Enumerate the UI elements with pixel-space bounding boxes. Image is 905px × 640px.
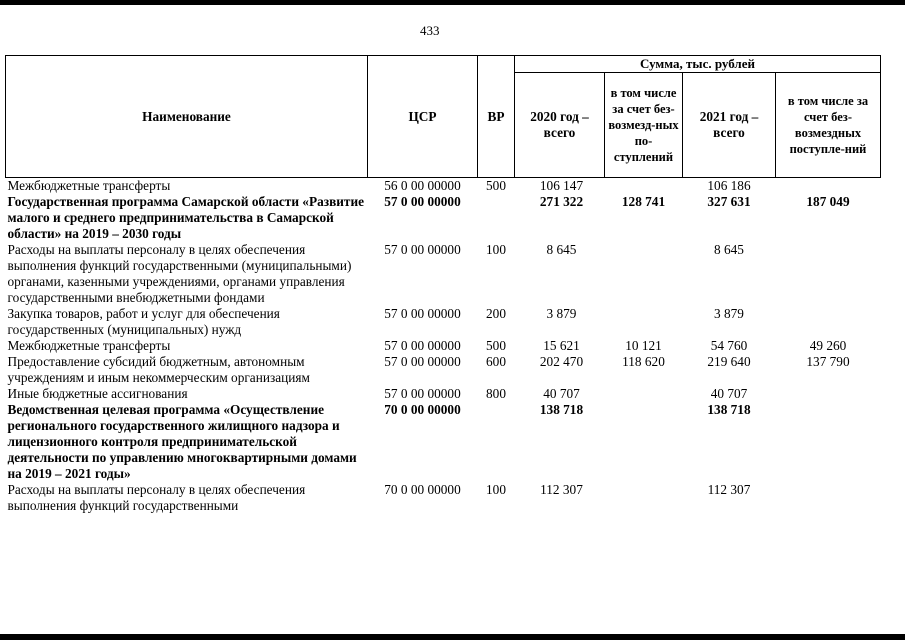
table-row	[6, 482, 881, 514]
row-name: Государственная программа Самарской области «Развитие малого и среднего предпринимательства в Самарской области» на 2019 – 2030 годы	[7, 194, 365, 241]
row-2020-grants	[605, 178, 683, 195]
row-2020-total: 15 621	[543, 338, 580, 353]
page-bottom-border	[0, 634, 905, 640]
page-number: 433	[420, 23, 440, 38]
row-2021-grants	[776, 178, 881, 195]
row-name: Закупка товаров, работ и услуг для обеспечения государственных (муниципальных) нужд	[7, 306, 280, 337]
page-top-border	[0, 0, 905, 5]
header-name: Наименование	[6, 56, 368, 178]
header-vr: ВР	[478, 56, 515, 178]
row-name: Межбюджетные трансферты	[7, 338, 171, 353]
row-2020-grants	[605, 242, 683, 306]
table-row	[6, 242, 881, 306]
row-2021-total: 40 707	[710, 386, 748, 401]
row-2020-grants	[605, 482, 683, 514]
row-csr: 57 0 00 00000	[384, 338, 461, 353]
table-row	[6, 306, 881, 338]
row-2020-grants	[605, 402, 683, 482]
row-2021-total: 219 640	[707, 354, 751, 369]
row-2020-total: 106 147	[539, 178, 584, 193]
row-2021-grants	[776, 386, 881, 402]
row-2021-total: 3 879	[714, 306, 744, 321]
row-2021-grants: 137 790	[806, 354, 850, 369]
table-row	[6, 386, 881, 402]
row-name: Ведомственная целевая программа «Осуществление регионального государственного жилищного надзора и лицензионного контроля предпринимательской деятельности по управлению многоквартирными домами на 2019 – 2021 годы»	[7, 402, 357, 481]
row-name: Расходы на выплаты персоналу в целях обеспечения выполнения функций государственными (муниципальными) органами, казенными учреждениями, органами управления государственными внебюджетными фондами	[7, 242, 352, 305]
row-name: Межбюджетные трансферты	[7, 178, 171, 193]
row-vr: 100	[486, 482, 506, 497]
row-2021-grants	[776, 482, 881, 514]
row-2021-grants	[776, 306, 881, 338]
row-2021-total: 112 307	[707, 482, 751, 497]
row-csr: 57 0 00 00000	[384, 354, 461, 369]
row-2020-total: 138 718	[539, 402, 584, 417]
row-vr	[478, 402, 515, 482]
header-sum-group: Сумма, тыс. рублей	[515, 56, 881, 73]
row-name: Расходы на выплаты персоналу в целях обеспечения выполнения функций государственными	[7, 482, 306, 513]
row-csr: 57 0 00 00000	[384, 386, 461, 401]
row-csr: 57 0 00 00000	[384, 306, 461, 321]
table-row	[6, 194, 881, 242]
row-2021-grants	[776, 402, 881, 482]
header-csr: ЦСР	[368, 56, 478, 178]
budget-table	[5, 55, 881, 514]
row-2020-total: 112 307	[540, 482, 583, 497]
header-2020-total: 2020 год – всего	[515, 73, 605, 178]
row-2021-grants: 49 260	[809, 338, 847, 353]
row-vr: 600	[486, 354, 506, 369]
row-2021-total: 327 631	[707, 194, 751, 209]
row-2021-total: 8 645	[714, 242, 744, 257]
row-vr: 200	[486, 306, 506, 321]
row-2021-grants: 187 049	[806, 194, 850, 209]
row-csr: 56 0 00 00000	[384, 178, 461, 193]
row-2020-grants	[605, 306, 683, 338]
row-2020-total: 3 879	[546, 306, 577, 321]
table-row	[6, 402, 881, 482]
row-csr: 57 0 00 00000	[384, 242, 461, 257]
row-2020-total: 271 322	[539, 194, 584, 209]
table-row	[6, 178, 881, 195]
row-2020-grants: 118 620	[622, 354, 665, 369]
row-2020-total: 202 470	[539, 354, 584, 369]
row-2020-grants	[605, 386, 683, 402]
row-csr: 70 0 00 00000	[384, 482, 461, 497]
table-row	[6, 354, 881, 386]
row-vr	[478, 194, 515, 242]
row-2020-grants: 10 121	[625, 338, 662, 353]
row-name: Иные бюджетные ассигнования	[7, 386, 188, 401]
table-row	[6, 338, 881, 354]
row-2020-grants: 128 741	[621, 194, 666, 209]
row-vr: 100	[486, 242, 506, 257]
row-vr: 800	[486, 386, 506, 401]
row-2021-total: 54 760	[710, 338, 748, 353]
row-vr: 500	[486, 338, 506, 353]
row-csr: 57 0 00 00000	[384, 194, 461, 209]
header-2021-total: 2021 год – всего	[683, 73, 776, 178]
row-2021-total: 106 186	[707, 178, 751, 193]
row-2020-total: 40 707	[543, 386, 580, 401]
header-2020-grants: в том числе за счет без-возмезд-ных по-ступлений	[605, 73, 683, 178]
row-csr: 70 0 00 00000	[384, 402, 461, 417]
row-vr: 500	[486, 178, 506, 193]
row-2021-grants	[776, 242, 881, 306]
header-2021-grants: в том числе за счет без-возмездных поступле-ний	[776, 73, 881, 178]
row-2020-total: 8 645	[546, 242, 577, 257]
row-name: Предоставление субсидий бюджетным, автономным учреждениям и иным некоммерческим организациям	[7, 354, 310, 385]
row-2021-total: 138 718	[707, 402, 751, 417]
